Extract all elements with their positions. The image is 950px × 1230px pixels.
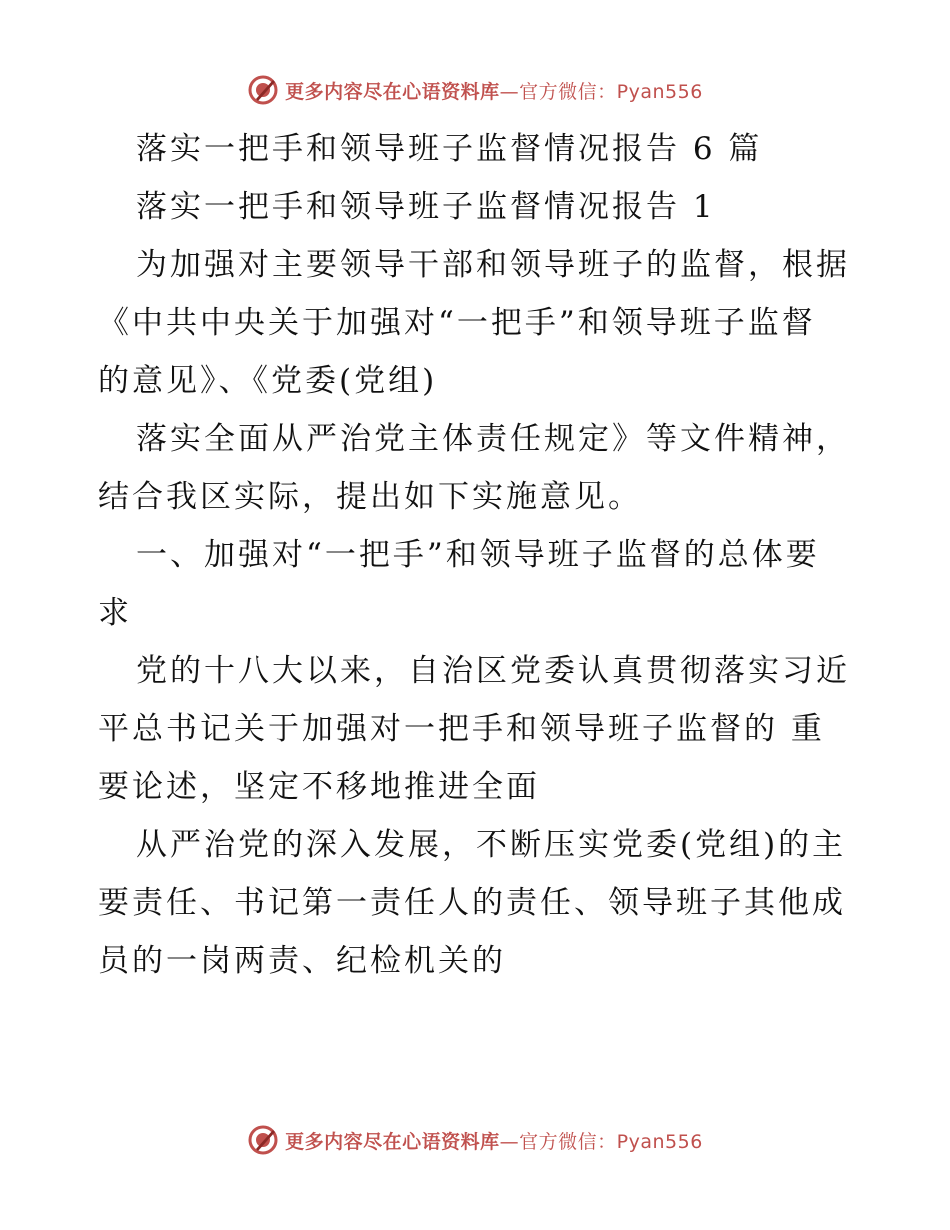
line-text: 平总书记关于加强对一把手和领导班子监督的 重 — [98, 711, 825, 747]
watermark-dash: — — [499, 1130, 520, 1153]
line-text: 从严治党的深入发展，不断压实党委(党组)的主 — [136, 827, 847, 863]
line-text: 要论述，坚定不移地推进全面 — [98, 769, 540, 805]
line-text: 落实一把手和领导班子监督情况报告 6 篇 — [136, 131, 763, 167]
body-line — [98, 294, 858, 352]
line-text: 落实全面从严治党主体责任规定》等文件精神， — [136, 421, 850, 457]
body-line — [98, 468, 858, 526]
body-line — [98, 758, 858, 816]
pen-logo-icon — [247, 1124, 279, 1156]
line-text: 的意见》、《党委(党组) — [98, 363, 438, 399]
line-text: 结合我区实际，提出如下实施意见。 — [98, 479, 642, 515]
line-text: 要责任、书记第一责任人的责任、领导班子其他成 — [98, 885, 846, 921]
watermark-brand: 更多内容尽在心语资料库 — [285, 1130, 500, 1153]
watermark-wechat: 官方微信：Pyan556 — [519, 1130, 703, 1153]
line-text: 《中共中央关于加强对“一把手”和领导班子监督 — [98, 305, 816, 341]
body-line — [98, 642, 858, 700]
line-text: 员的一岗两责、纪检机关的 — [98, 943, 506, 979]
watermark-text — [285, 1127, 703, 1154]
body-line — [98, 874, 858, 932]
watermark-wechat: 官方微信：Pyan556 — [519, 80, 703, 103]
line-text: 为加强对主要领导干部和领导班子的监督，根据 — [136, 247, 850, 283]
body-line — [98, 352, 858, 410]
line-text: 党的十八大以来，自治区党委认真贯彻落实习近 — [136, 653, 850, 689]
body-line — [98, 932, 858, 990]
watermark-text — [285, 77, 703, 104]
body-line — [98, 236, 858, 294]
body-line — [98, 178, 858, 236]
line-text: 一、加强对“一把手”和领导班子监督的总体要 — [136, 537, 820, 573]
document-body — [98, 120, 858, 990]
body-line — [98, 584, 858, 642]
body-line — [98, 120, 858, 178]
line-text: 求 — [98, 595, 132, 631]
body-line — [98, 700, 858, 758]
footer-watermark — [0, 1120, 950, 1160]
header-watermark — [0, 70, 950, 110]
watermark-brand: 更多内容尽在心语资料库 — [285, 80, 500, 103]
line-text: 落实一把手和领导班子监督情况报告 1 — [136, 189, 716, 225]
body-line — [98, 410, 858, 468]
body-line — [98, 526, 858, 584]
watermark-dash: — — [499, 80, 520, 103]
pen-logo-icon — [247, 74, 279, 106]
body-line — [98, 816, 858, 874]
